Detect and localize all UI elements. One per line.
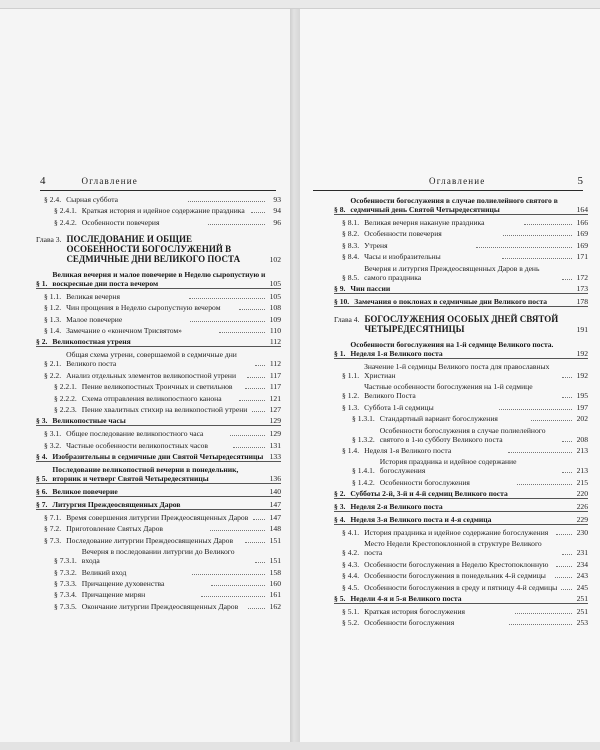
scan-bottom-edge xyxy=(0,742,600,750)
toc-entry xyxy=(352,414,588,423)
toc-page-number: 151 xyxy=(269,535,281,545)
toc-entry-marker: § 4.2. xyxy=(342,548,360,558)
toc-page-number: 105 xyxy=(269,291,282,301)
toc-entry xyxy=(342,229,588,238)
toc-page-number: 213 xyxy=(576,445,589,455)
toc-entry xyxy=(342,264,588,282)
toc-dot-leader xyxy=(239,399,265,401)
toc-page-number: 192 xyxy=(576,370,588,380)
toc-entry xyxy=(54,579,281,588)
toc-entry xyxy=(334,489,588,499)
toc-entry-title: История праздника и идейное содержание богослужения xyxy=(379,457,517,476)
toc-entry-title: Особенности богослужения xyxy=(364,618,455,628)
toc-entry-title: Особенности богослужения в Неделю Крестопоклонную xyxy=(364,559,549,569)
toc-dot-leader xyxy=(188,200,265,202)
toc-entry xyxy=(54,206,281,215)
toc-dot-leader xyxy=(189,297,266,299)
toc-entry-marker: § 4.1. xyxy=(342,528,360,538)
toc-entry-marker: § 5. xyxy=(334,594,346,604)
toc-entry xyxy=(352,478,588,487)
toc-entry xyxy=(342,607,588,616)
toc-entry-title: Особенности повечерия xyxy=(364,229,442,239)
toc-page-number: 121 xyxy=(269,393,281,403)
toc-entry-title: Субботы 2-й, 3-й и 4-й седмиц Великого поста xyxy=(350,489,508,499)
toc-page-number: 220 xyxy=(576,489,588,499)
toc-page-number: 127 xyxy=(269,404,282,414)
toc-entry xyxy=(44,315,281,324)
toc-entry-marker: § 7.1. xyxy=(44,513,62,523)
toc-entry-title: Великая вечерня xyxy=(66,291,120,301)
toc-entry-title: Особенности богослужения на 1-й седмице Великого поста. Неделя 1-я Великого поста xyxy=(350,339,554,358)
toc-entry xyxy=(36,416,281,426)
toc-dot-leader xyxy=(192,573,265,575)
toc-entry-title: Замечание о «конечном Трисвятом» xyxy=(66,325,182,335)
toc-entry-marker: § 2.2.1. xyxy=(54,382,77,392)
toc-entry xyxy=(342,218,588,227)
toc-entry-title: Краткая история богослужения xyxy=(364,607,466,617)
toc-entry xyxy=(44,303,281,312)
toc-entry-title: Великопостная утреня xyxy=(52,337,131,347)
right-page-number: 5 xyxy=(577,175,583,187)
toc-page-number: 192 xyxy=(576,348,588,358)
toc-entry-title: Неделя 3-я Великого поста и 4-я седмица xyxy=(350,515,492,525)
toc-entry-title: Особенности богослужения в понедельник 4-й седмицы xyxy=(364,571,546,581)
toc-page-number: 231 xyxy=(576,548,588,558)
toc-entry xyxy=(54,602,281,611)
toc-entry xyxy=(342,241,588,250)
toc-entry-marker: § 8.5. xyxy=(342,272,360,282)
toc-page-number: 202 xyxy=(576,414,588,424)
toc-entry-title: Особенности богослужения в случае полиелейного святого в 1-ю субботу Великого поста xyxy=(379,425,546,444)
toc-dot-leader xyxy=(201,595,265,597)
toc-dot-leader xyxy=(562,376,572,378)
toc-entry-marker: § 3.1. xyxy=(44,429,62,439)
toc-entry-title: Утреня xyxy=(364,240,388,250)
toc-dot-leader xyxy=(555,576,572,578)
toc-page-number: 171 xyxy=(576,252,589,262)
toc-page-number: 195 xyxy=(576,391,588,401)
toc-entry-title: Пение великопостных Троичных и светильнов xyxy=(81,382,233,392)
toc-entry xyxy=(342,618,588,627)
toc-entry-marker: § 1.2. xyxy=(44,303,62,313)
toc-entry-title: Приготовление Святых Даров xyxy=(66,524,164,534)
toc-dot-leader xyxy=(556,533,572,535)
toc-entry-marker: § 7. xyxy=(36,500,48,510)
toc-entry xyxy=(36,487,281,497)
left-page xyxy=(0,9,290,750)
toc-entry xyxy=(44,195,281,204)
toc-page-number: 133 xyxy=(269,452,281,462)
left-toc-list xyxy=(36,195,281,613)
toc-page-number: 234 xyxy=(576,559,589,569)
toc-page-number: 208 xyxy=(576,434,588,444)
toc-entry xyxy=(334,196,588,215)
toc-entry xyxy=(334,284,588,294)
toc-entry-title: Чин прощения в Неделю сыропустную вечером xyxy=(66,303,221,313)
toc-entry-marker: § 5.2. xyxy=(342,618,360,628)
toc-entry-marker: § 2.2.2. xyxy=(54,393,77,403)
toc-page-number: 226 xyxy=(576,502,588,512)
right-running-title: Оглавление xyxy=(429,176,486,186)
toc-entry-marker: § 7.3.5. xyxy=(54,601,77,611)
toc-entry-marker: § 4. xyxy=(36,452,48,462)
toc-page-number: 112 xyxy=(269,359,281,369)
toc-entry-title: Окончание литургии Преждеосвященных Даров xyxy=(81,601,239,611)
toc-entry xyxy=(44,513,281,522)
toc-entry-marker: § 7.3. xyxy=(44,535,62,545)
toc-page-number: 148 xyxy=(269,524,282,534)
toc-entry xyxy=(342,560,588,569)
toc-dot-leader xyxy=(255,364,265,366)
toc-page-number: 164 xyxy=(576,205,588,214)
toc-entry xyxy=(334,515,588,525)
book-gutter xyxy=(290,9,300,750)
toc-entry xyxy=(342,539,588,557)
toc-dot-leader xyxy=(245,541,265,543)
toc-dot-leader xyxy=(233,446,266,448)
toc-dot-leader xyxy=(245,387,265,389)
toc-entry-title: Краткая история и идейное содержание праздника xyxy=(81,206,245,216)
toc-chapter-title: ПОСЛЕДОВАНИЕ И ОБЩИЕ ОСОБЕННОСТИ БОГОСЛУЖЕНИЙ В СЕДМИЧНЫЕ ДНИ ВЕЛИКОГО ПОСТА xyxy=(66,233,241,264)
toc-dot-leader xyxy=(562,440,572,442)
toc-entry-title: Великий вход xyxy=(81,567,127,577)
toc-page-number: 151 xyxy=(269,556,281,566)
right-running-header xyxy=(313,175,583,191)
toc-entry-title: Неделя 1-я Великого поста xyxy=(364,445,452,455)
toc-dot-leader xyxy=(248,607,265,609)
toc-entry xyxy=(54,547,281,565)
toc-page-number: 251 xyxy=(576,594,588,604)
toc-entry xyxy=(44,371,281,380)
toc-page-number: 129 xyxy=(269,416,281,426)
toc-entry xyxy=(44,441,281,450)
toc-entry xyxy=(44,524,281,533)
toc-entry-marker: § 4. xyxy=(334,515,346,525)
toc-entry-marker: § 1.3.2. xyxy=(352,434,375,444)
toc-page-number: 253 xyxy=(576,618,588,628)
toc-page-number: 102 xyxy=(269,254,281,264)
toc-dot-leader xyxy=(517,483,572,485)
toc-page-number: 178 xyxy=(576,296,588,306)
toc-entry-marker: § 2.4.1. xyxy=(54,206,77,216)
toc-entry-marker: § 4.5. xyxy=(342,582,360,592)
toc-page-number: 245 xyxy=(576,582,589,592)
toc-page-number: 147 xyxy=(269,513,281,523)
toc-entry-marker: § 7.3.1. xyxy=(54,556,77,566)
toc-page-number: 169 xyxy=(576,240,589,250)
toc-dot-leader xyxy=(502,257,572,259)
toc-chapter-marker: Глава 4. xyxy=(334,314,360,324)
toc-entry xyxy=(54,218,281,227)
toc-page-number: 140 xyxy=(269,487,281,497)
toc-entry-title: Вечерня в последовании литургии до Великого входа xyxy=(81,547,235,566)
toc-entry xyxy=(54,382,281,391)
toc-dot-leader xyxy=(253,518,265,520)
toc-page-number: 129 xyxy=(269,429,281,439)
left-page-number: 4 xyxy=(40,175,46,187)
toc-page-number: 162 xyxy=(269,601,282,611)
toc-entry-marker: § 4.4. xyxy=(342,571,360,581)
toc-entry-marker: § 3. xyxy=(334,502,346,512)
toc-entry-title: Последование великопостной вечерни в понедельник, вторник и четверг Святой Четыредесятницы xyxy=(52,465,239,484)
toc-page-number: 117 xyxy=(269,370,282,380)
toc-entry-marker: § 5. xyxy=(36,474,48,484)
toc-entry-marker: § 3.2. xyxy=(44,440,62,450)
toc-entry-title: Пение хвалитных стихир на великопостной утрени xyxy=(81,404,248,414)
toc-entry xyxy=(342,446,588,455)
toc-entry-marker: § 3. xyxy=(36,416,48,426)
toc-entry xyxy=(54,590,281,599)
toc-entry-marker: § 2. xyxy=(334,489,346,499)
toc-page-number: 112 xyxy=(269,337,281,347)
toc-entry-marker: § 8.4. xyxy=(342,252,360,262)
toc-entry xyxy=(342,583,588,592)
toc-entry-marker: § 1. xyxy=(334,348,346,358)
toc-dot-leader xyxy=(503,234,572,236)
right-page xyxy=(300,9,600,750)
toc-entry-title: Значение 1-й седмицы Великого поста для православных Христиан xyxy=(364,361,550,380)
toc-entry-title: Суббота 1-й седмицы xyxy=(364,402,434,412)
toc-entry-marker: § 8.3. xyxy=(342,240,360,250)
toc-entry-marker: § 10. xyxy=(334,296,350,306)
toc-entry-title: Недели 4-я и 5-я Великого поста xyxy=(350,594,462,604)
toc-entry xyxy=(334,594,588,604)
toc-page-number: 169 xyxy=(576,229,588,239)
toc-entry-marker: § 1.4.1. xyxy=(352,466,375,476)
toc-page-number: 136 xyxy=(269,474,281,484)
toc-dot-leader xyxy=(190,320,265,322)
left-running-header xyxy=(40,175,276,191)
toc-entry xyxy=(352,457,588,475)
toc-entry xyxy=(352,426,588,444)
toc-entry-title: Литургия Преждеосвященных Даров xyxy=(52,500,181,510)
toc-entry-marker: § 7.2. xyxy=(44,524,62,534)
toc-dot-leader xyxy=(556,565,572,567)
toc-dot-leader xyxy=(252,410,265,412)
toc-page-number: 230 xyxy=(576,528,588,538)
toc-page-number: 93 xyxy=(273,195,281,204)
toc-entry-title: Особенности богослужения xyxy=(379,477,470,487)
toc-entry xyxy=(36,500,281,510)
toc-entry-marker: § 1.3. xyxy=(44,314,62,324)
toc-entry xyxy=(36,452,281,462)
toc-entry-marker: § 1.4. xyxy=(342,445,360,455)
toc-entry-title: Великая вечерня накануне праздника xyxy=(364,218,485,227)
toc-dot-leader xyxy=(255,561,265,563)
left-running-title: Оглавление xyxy=(81,176,138,186)
toc-entry xyxy=(36,270,281,289)
toc-entry xyxy=(44,326,281,335)
toc-entry-marker: § 8. xyxy=(334,205,346,214)
toc-entry-title: История праздника и идейное содержание богослужения xyxy=(364,528,549,538)
toc-entry-title: Частные особенности великопостных часов xyxy=(66,440,208,450)
toc-chapter xyxy=(334,314,588,334)
toc-entry-marker: § 7.3.4. xyxy=(54,590,77,600)
toc-entry xyxy=(334,297,588,307)
toc-page-number: 109 xyxy=(269,314,281,324)
toc-entry-marker: § 4.3. xyxy=(342,559,360,569)
toc-entry xyxy=(334,502,588,512)
toc-entry-title: Особенности богослужения в случае полиелейного святого в седмичный день Святой Четыредесятницы xyxy=(350,196,558,214)
toc-entry-title: Общее последование великопостного часа xyxy=(66,429,204,439)
toc-page-number: 173 xyxy=(576,283,588,293)
toc-entry-marker: § 2. xyxy=(36,337,48,347)
toc-entry-title: Общая схема утрени, совершаемой в седмичные дни Великого поста xyxy=(66,350,237,369)
toc-entry-title: Стандартный вариант богослужения xyxy=(379,414,498,424)
toc-dot-leader xyxy=(210,529,265,531)
toc-entry-title: Частные особенности богослужения на 1-й седмице Великого Поста xyxy=(364,382,533,401)
toc-entry-title: Вечерня и литургия Преждеосвященных Даров в день самого праздника xyxy=(364,263,540,282)
toc-entry xyxy=(342,571,588,580)
toc-entry-marker: § 1.1. xyxy=(44,291,62,301)
toc-chapter-title: БОГОСЛУЖЕНИЯ ОСОБЫХ ДНЕЙ СВЯТОЙ ЧЕТЫРЕДЕСЯТНИЦЫ xyxy=(364,313,559,334)
scan-top-edge xyxy=(0,0,600,8)
toc-page-number: 160 xyxy=(269,579,282,589)
toc-entry xyxy=(342,252,588,261)
toc-entry xyxy=(44,292,281,301)
toc-entry xyxy=(342,528,588,537)
toc-page-number: 172 xyxy=(576,272,588,282)
toc-page-number: 108 xyxy=(269,303,281,313)
right-toc-list xyxy=(334,195,588,630)
toc-entry-title: Изобразительны в седмичные дни Святой Четыредесятницы xyxy=(52,452,264,462)
toc-page-number: 166 xyxy=(576,218,588,227)
toc-entry-marker: § 1. xyxy=(36,278,48,288)
toc-page-number: 243 xyxy=(576,571,589,581)
toc-page-number: 161 xyxy=(269,590,281,600)
toc-entry-title: Неделя 2-я Великого поста xyxy=(350,502,443,512)
toc-entry-marker: § 2.2.3. xyxy=(54,404,77,414)
toc-entry-title: Чин пассии xyxy=(350,283,391,293)
toc-dot-leader xyxy=(230,434,265,436)
toc-page-number: 117 xyxy=(269,382,282,392)
toc-dot-leader xyxy=(499,408,572,410)
toc-entry-title: Великая вечерня и малое повечерие в Неделю сыропустную и воскресные дни поста вечером xyxy=(52,269,266,288)
toc-entry-title: Особенности богослужения в среду и пятницу 4-й седмицы xyxy=(364,582,558,592)
toc-entry-title: Причащение мирян xyxy=(81,590,146,600)
toc-dot-leader xyxy=(562,396,572,398)
toc-entry xyxy=(44,429,281,438)
toc-entry xyxy=(342,403,588,412)
toc-entry-marker: § 7.3.3. xyxy=(54,579,77,589)
toc-dot-leader xyxy=(476,246,572,248)
toc-page-number: 191 xyxy=(576,324,588,334)
toc-dot-leader xyxy=(211,584,265,586)
toc-entry-marker: § 1.4. xyxy=(44,325,62,335)
toc-entry-marker: § 2.2. xyxy=(44,370,62,380)
toc-dot-leader xyxy=(509,623,572,625)
toc-page-number: 229 xyxy=(576,515,588,525)
toc-dot-leader xyxy=(524,223,572,225)
toc-entry-marker: § 6. xyxy=(36,487,48,497)
toc-page-number: 110 xyxy=(269,325,282,335)
toc-entry xyxy=(44,536,281,545)
toc-entry-marker: § 1.2. xyxy=(342,391,360,401)
toc-entry-marker: § 9. xyxy=(334,283,346,293)
toc-entry xyxy=(36,465,281,484)
toc-entry xyxy=(54,568,281,577)
toc-entry-marker: § 8.1. xyxy=(342,218,360,227)
toc-entry-title: Часы и изобразительны xyxy=(364,252,441,262)
toc-entry xyxy=(342,362,588,380)
toc-entry xyxy=(334,340,588,359)
toc-entry xyxy=(342,382,588,400)
toc-page-number: 158 xyxy=(269,567,282,577)
toc-dot-leader xyxy=(562,471,572,473)
toc-page-number: 131 xyxy=(269,440,282,450)
toc-page-number: 94 xyxy=(273,206,281,216)
toc-entry-title: Анализ отдельных элементов великопостной утрени xyxy=(66,370,237,380)
toc-entry-title: Особенности повечерия xyxy=(81,217,160,227)
toc-dot-leader xyxy=(508,451,572,453)
toc-page-number: 197 xyxy=(576,402,589,412)
toc-entry-marker: § 2.4. xyxy=(44,195,62,204)
toc-entry-title: Место Недели Крестопоклонной в структуре Великого поста xyxy=(364,539,542,558)
toc-dot-leader xyxy=(562,278,572,280)
toc-chapter xyxy=(36,234,281,264)
toc-page-number: 213 xyxy=(576,466,588,476)
toc-dot-leader xyxy=(239,308,265,310)
toc-dot-leader xyxy=(561,588,572,590)
toc-entry-title: Замечания о поклонах в седмичные дни Великого поста xyxy=(354,296,548,306)
toc-dot-leader xyxy=(251,211,265,213)
toc-entry-title: Малое повечерие xyxy=(66,314,123,324)
toc-dot-leader xyxy=(515,612,572,614)
toc-entry-marker: § 2.4.2. xyxy=(54,217,77,227)
toc-entry-marker: § 5.1. xyxy=(342,607,360,617)
toc-entry-title: Время совершения литургии Преждеосвященных Даров xyxy=(66,513,249,523)
toc-entry-marker: § 1.3.1. xyxy=(352,414,375,424)
toc-entry-marker: § 1.3. xyxy=(342,402,360,412)
toc-dot-leader xyxy=(562,553,572,555)
toc-entry xyxy=(54,405,281,414)
toc-entry-title: Великопостные часы xyxy=(52,416,126,426)
toc-entry xyxy=(44,350,281,368)
toc-entry-title: Последование литургии Преждеосвященных Даров xyxy=(66,535,234,545)
toc-entry-marker: § 1.4.2. xyxy=(352,477,375,487)
toc-page-number: 96 xyxy=(273,217,281,227)
toc-dot-leader xyxy=(247,376,265,378)
toc-page-number: 147 xyxy=(269,500,281,510)
toc-dot-leader xyxy=(208,223,265,225)
toc-entry-marker: § 2.1. xyxy=(44,359,62,369)
toc-chapter-marker: Глава 3. xyxy=(36,234,62,244)
toc-entry-marker: § 7.3.2. xyxy=(54,567,77,577)
toc-entry-title: Причащение духовенства xyxy=(81,579,165,589)
toc-dot-leader xyxy=(531,419,572,421)
toc-entry xyxy=(54,394,281,403)
toc-entry-title: Схема отправления великопостного канона xyxy=(81,393,222,403)
toc-entry xyxy=(36,337,281,347)
toc-page-number: 105 xyxy=(269,278,281,288)
toc-dot-leader xyxy=(219,331,265,333)
toc-entry-marker: § 1.1. xyxy=(342,370,360,380)
toc-entry-title: Великое повечерие xyxy=(52,487,118,497)
toc-page-number: 251 xyxy=(576,607,588,617)
toc-entry-marker: § 8.2. xyxy=(342,229,360,239)
toc-page-number: 215 xyxy=(576,477,588,487)
toc-entry-title: Сырная суббота xyxy=(66,195,119,204)
